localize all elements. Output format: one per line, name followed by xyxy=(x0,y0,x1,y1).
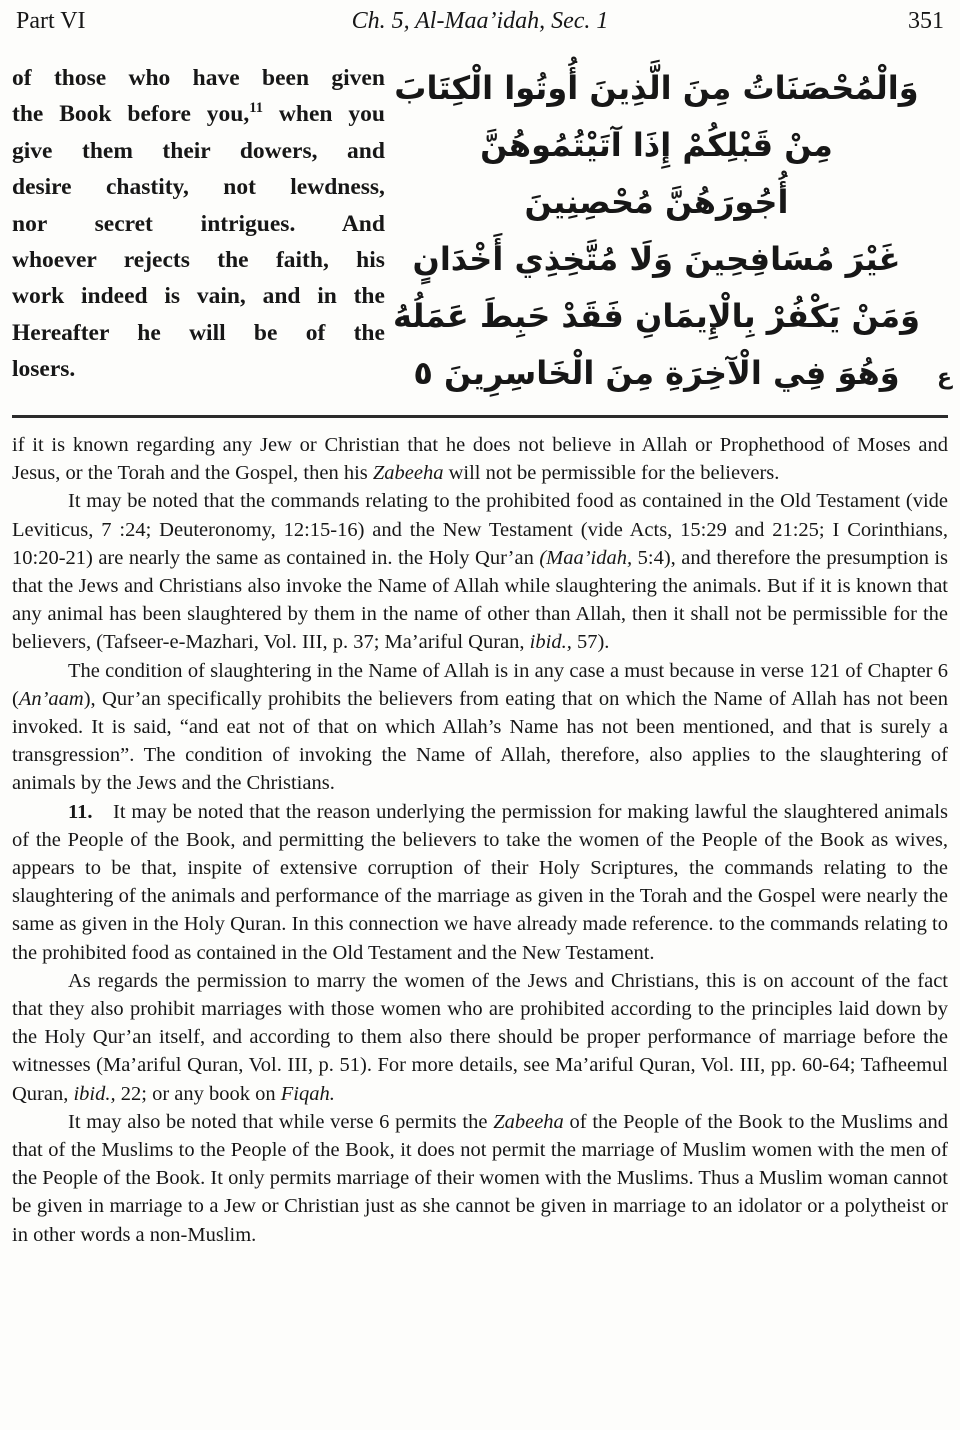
text-segment: (Maa’idah, xyxy=(539,546,633,569)
commentary-paragraph xyxy=(12,798,948,967)
section-divider xyxy=(12,415,948,418)
chapter-title: Ch. 5, Al-Maa’idah, Sec. 1 xyxy=(351,8,609,34)
translation-line xyxy=(12,169,385,205)
text-segment: 11. xyxy=(68,800,93,823)
translation-line xyxy=(12,278,385,314)
text-segment: when you xyxy=(263,101,385,128)
text-segment: It may also be noted that while verse 6 permits the xyxy=(68,1110,494,1133)
text-segment: desire chastity, not lewdness, xyxy=(12,174,385,201)
text-segment: work indeed is vain, and in the xyxy=(12,283,385,310)
text-segment: nor secret intrigues. And xyxy=(12,210,385,237)
commentary-paragraph xyxy=(12,487,948,656)
page-header xyxy=(12,6,948,38)
arabic-verse xyxy=(385,60,948,406)
translation-line xyxy=(12,315,385,351)
text-segment: ibid., xyxy=(529,631,572,654)
translation-line xyxy=(12,60,385,96)
part-label: Part VI xyxy=(16,8,86,34)
text-segment: It may be noted that the reason underlying the permission for making lawful the slaughtered animals of the People of the Book, and permitting the believers to take the women of the People of the Book as wives, appears to be that, inspite of extensive corruption of their Holy Scriptures, the commands relating to the slaughtering of the animals and performance of the marriage as given in the Torah and the Gospel were nearly the same as given in the Holy Quran. In this connection we have already made reference. to the commands relating to the prohibited food as contained in the Old Testament and the New Testament. xyxy=(12,800,948,964)
text-segment: 5:4), and therefore the presumption is that the Jews and Christians also invoke the Name of Allah while slaughtering the animals. But if it is known that any animal has been slaughtered by them in the name of other than Allah, then it shall not be permissible for the believers, (Tafseer-e-Mazhari, Vol. III, p. 37; Ma’ariful Quran, xyxy=(12,546,948,654)
text-segment: 57). xyxy=(571,631,610,654)
text-segment: As regards the permission to marry the women of the Jews and Christians, this is on account of the fact that they also prohibit marriages with those women who are prohibited according to the principles laid down by the Holy Qur’an itself, and according to them also there should be proper performance of marriage before the witnesses (Ma’ariful Quran, Vol. III, p. 51). For more details, see Ma’ariful Quran, Vol. III, pp. 60-64; Tafheemul Quran, xyxy=(12,969,948,1105)
arabic-verse-line: غَيْرَ مُسَافِحِينَ وَلَا مُتَّخِذِي أَخْدَانٍ xyxy=(412,240,901,278)
text-segment: will not be permissible for the believers. xyxy=(443,462,780,485)
ruku-marker: ع xyxy=(936,365,952,390)
text-segment: if it is known regarding any Jew or Christian that he does not believe in Allah or Prophethood of Moses and Jesus, or the Torah and the Gospel, then his xyxy=(12,434,948,485)
verse-translation xyxy=(12,60,385,406)
text-segment: the Book before you, xyxy=(12,101,250,128)
translation-line xyxy=(12,351,385,387)
verse-section xyxy=(12,60,952,406)
text-segment: 22; or any book on xyxy=(115,1082,281,1105)
text-segment: ), Qur’an specifically prohibits the believers from eating that on which the Name of Allah has not been invoked. It is said, “and eat not of that on which Allah’s Name has not been mentioned, and that is surely a transgression”. The condition of invoking the Name of Allah, therefore, also applies to the slaughtering of animals by the Jews and the Christians. xyxy=(12,687,948,795)
page-number: 351 xyxy=(908,8,944,34)
text-segment: whoever rejects the faith, his xyxy=(12,247,385,274)
commentary-paragraph xyxy=(12,1108,948,1249)
translation-line xyxy=(12,96,385,132)
translation-line xyxy=(12,133,385,169)
text-segment: Zabeeha xyxy=(372,462,444,485)
arabic-verse-line: وَمَنْ يَكْفُرْ بِالْإِيمَانِ فَقَدْ حَبِطَ عَمَلُهُ xyxy=(392,297,920,335)
arabic-verse-line: مِنْ قَبْلِكُمْ إِذَا آتَيْتُمُوهُنَّ xyxy=(480,126,833,164)
translation-line xyxy=(12,206,385,242)
arabic-verse-line: أُجُورَهُنَّ مُحْصِنِينَ xyxy=(524,183,789,221)
text-segment: Hereafter he will be of the xyxy=(12,319,385,346)
arabic-verse-line: وَالْمُحْصَنَاتُ مِنَ الَّذِينَ أُوتُوا الْكِتَابَ xyxy=(394,69,919,107)
commentary xyxy=(12,431,948,1249)
text-segment: give them their dowers, and xyxy=(12,137,385,164)
text-segment: ibid., xyxy=(73,1082,116,1105)
arabic-verse-line: وَهُوَ فِي الْآخِرَةِ مِنَ الْخَاسِرِينَ ٥ xyxy=(413,354,900,392)
commentary-paragraph xyxy=(12,657,948,798)
footnote-ref: 11 xyxy=(249,100,264,117)
text-segment: It may be noted that the commands relating to the prohibited food as contained in the Old Testament (vide Leviticus, 7 :24; Deuteronomy, 12:15-16) and the New Testament (vide Acts, 15:29 and 21:25; I Corinthians, 10:20-21) are nearly the same as contained in. the Holy Qur’an xyxy=(12,490,948,569)
text-segment: Fiqah. xyxy=(280,1082,335,1105)
text-segment: Zabeeha xyxy=(493,1110,564,1133)
text-segment: losers. xyxy=(12,356,76,383)
text-segment: of the People of the Book to the Muslims and that of the Muslims to the People of the Book, it does not permit the marriage of Muslim women with the men of the People of the Book. It only permits marriage of their women with the Muslims. Thus a Muslim woman cannot be given in marriage to a Jew or Christian just as she cannot be given in marriage to an idolator or a polytheist or in other words a non-Muslim. xyxy=(12,1110,948,1246)
text-segment: of those who have been given xyxy=(12,65,385,91)
translation-line xyxy=(12,242,385,278)
text-segment: The condition of slaughtering in the Name of Allah is in any case a must because in verse 121 of Chapter 6 ( xyxy=(12,659,948,710)
commentary-paragraph xyxy=(12,967,948,1108)
text-segment: An’aam xyxy=(18,687,84,710)
commentary-paragraph xyxy=(12,431,948,487)
